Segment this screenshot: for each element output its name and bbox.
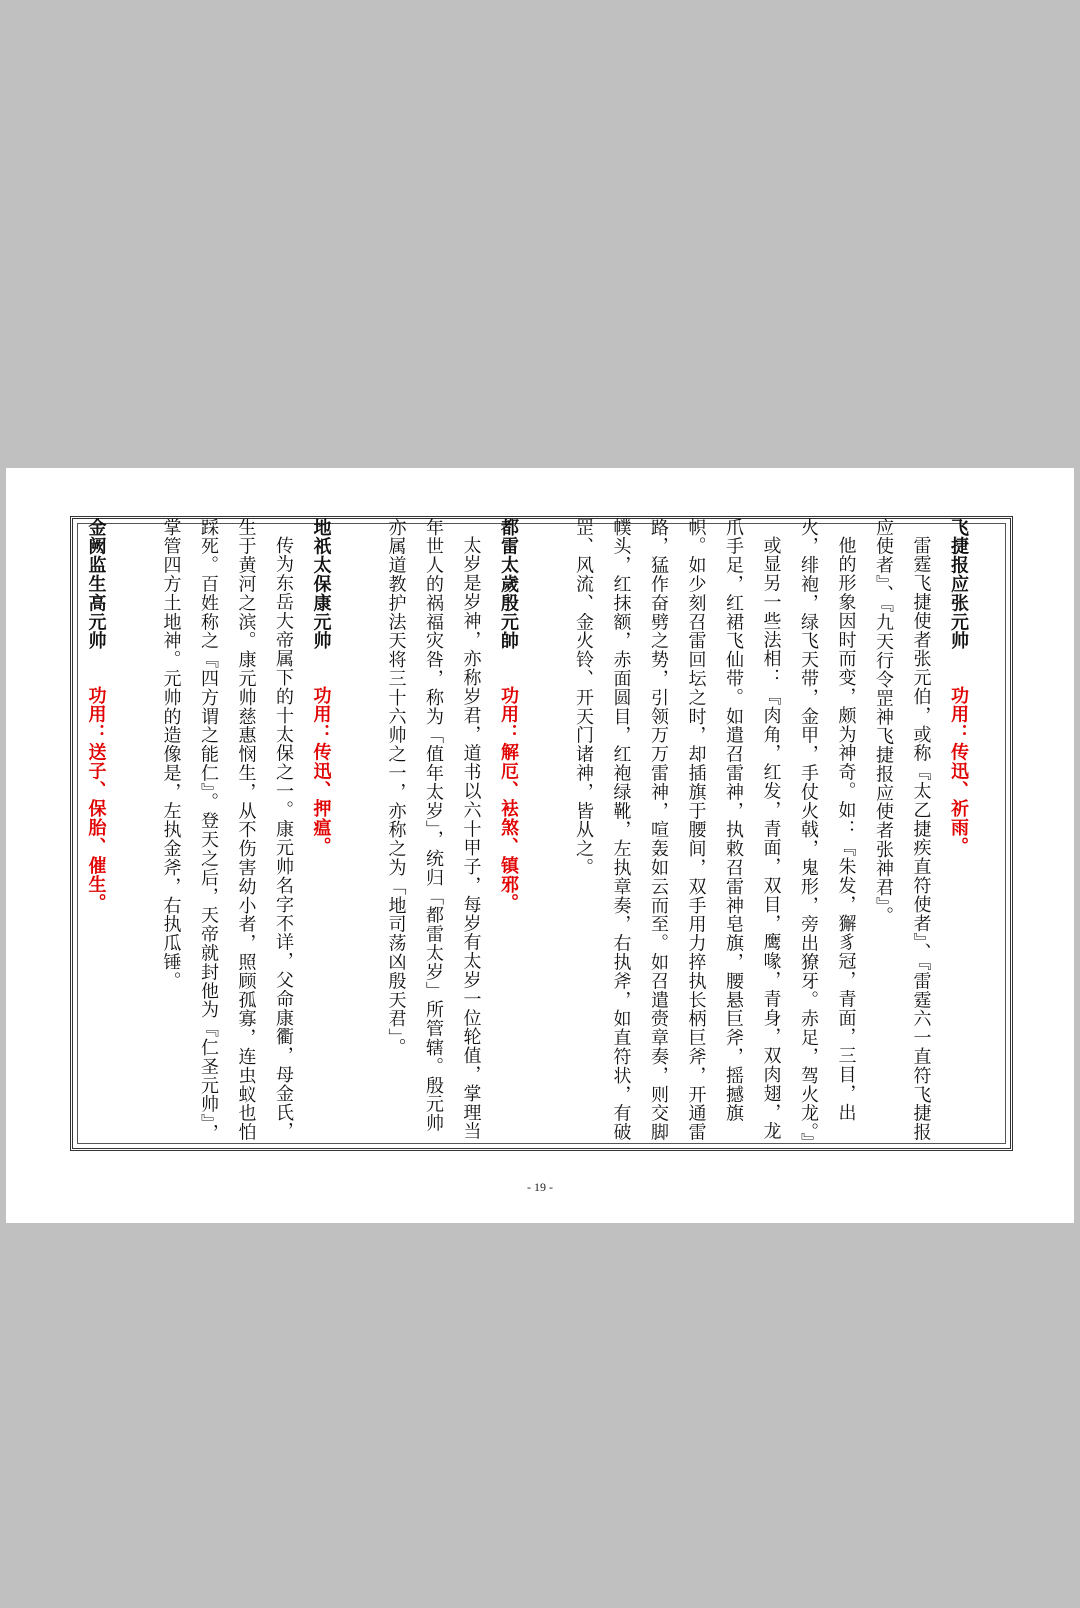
- blank-line: [527, 518, 565, 1148]
- paragraph: 太岁是岁神，亦称岁君，道书以六十甲子，每岁有太岁一位轮值，掌理当年世人的祸福灾咎，称为「值年太岁」，统归「都雷太岁」所管辖。殷元帅亦属道教护法天将三十六帅之一，亦称之为「地司荡凶殷天君」。: [385, 518, 482, 1141]
- section-title: 金阙监生高元帅: [85, 518, 107, 651]
- section-function: 功用：传迅、押瘟。: [310, 686, 332, 857]
- section-heading: [77, 518, 115, 1148]
- paragraph: 雷霆飞捷使者张元伯，或称『太乙捷疾直符使者』、『雷霆六一直符飞捷报应使者』、『九天行令罡神飞捷报应使者张神君』。: [873, 518, 932, 1142]
- section-title: 地祇太保康元帅: [310, 518, 332, 651]
- page-number: - 19 -: [527, 1180, 553, 1194]
- document-page: [6, 468, 1074, 1223]
- section-heading: [302, 518, 340, 1148]
- section-heading: [490, 518, 528, 1148]
- paragraph: 他的形象因时而变，颇为神奇。如：『朱发，獬豸冠，青面，三目，出火，绯袍，绿飞天带，金甲，手仗火戟，鬼形，旁出獠牙。赤足，驾火龙。』: [798, 518, 857, 1152]
- blank-line: [115, 518, 153, 1148]
- section-title: 飞捷报应张元帅: [948, 518, 969, 651]
- section-heading: [940, 518, 978, 1148]
- section-function: 功用：送子、保胎、催生。: [85, 686, 107, 914]
- paragraph: 传为东岳大帝属下的十太保之一。康元帅名字不详，父命康衢，母金氏，生于黄河之滨。康元帅慈惠悯生，从不伤害幼小者，照顾孤寡，连虫蚁也怕踩死。百姓称之『四方谓之能仁』。登天之后，天帝就封他为『仁圣元帅』，掌管四方土地神。元帅的造像是，左执金斧，右执瓜锤。: [160, 518, 294, 1143]
- section-function: 功用：解厄、袪煞、镇邪。: [498, 686, 519, 914]
- paragraph: 或显另一些法相：『肉角，红发，青面，双目，鹰喙，青身，双肉翅，龙爪手足，红裙飞仙带。如遣召雷神，执敕召雷神皂旗，腰悬巨斧，摇撼旗帜。如少刻召雷回坛之时，却插旗于腰间，双手用力捽执长柄巨斧，开通雷路，猛作奋劈之势，引领万万雷神，喧轰如云而至。如召遣赍章奏，则交脚幞头，红抹额，赤面圆目，红袍绿靴，左执章奏，右执斧，如直符状，有破罡、风流、金火铃、开天门诸神，皆从之。: [573, 518, 782, 1142]
- blank-line: [340, 518, 378, 1148]
- section-title: 都雷太歲殷元帥: [498, 518, 519, 651]
- vertical-text-body: [85, 518, 977, 1152]
- section-function: 功用：传迅、祈雨。: [948, 686, 969, 857]
